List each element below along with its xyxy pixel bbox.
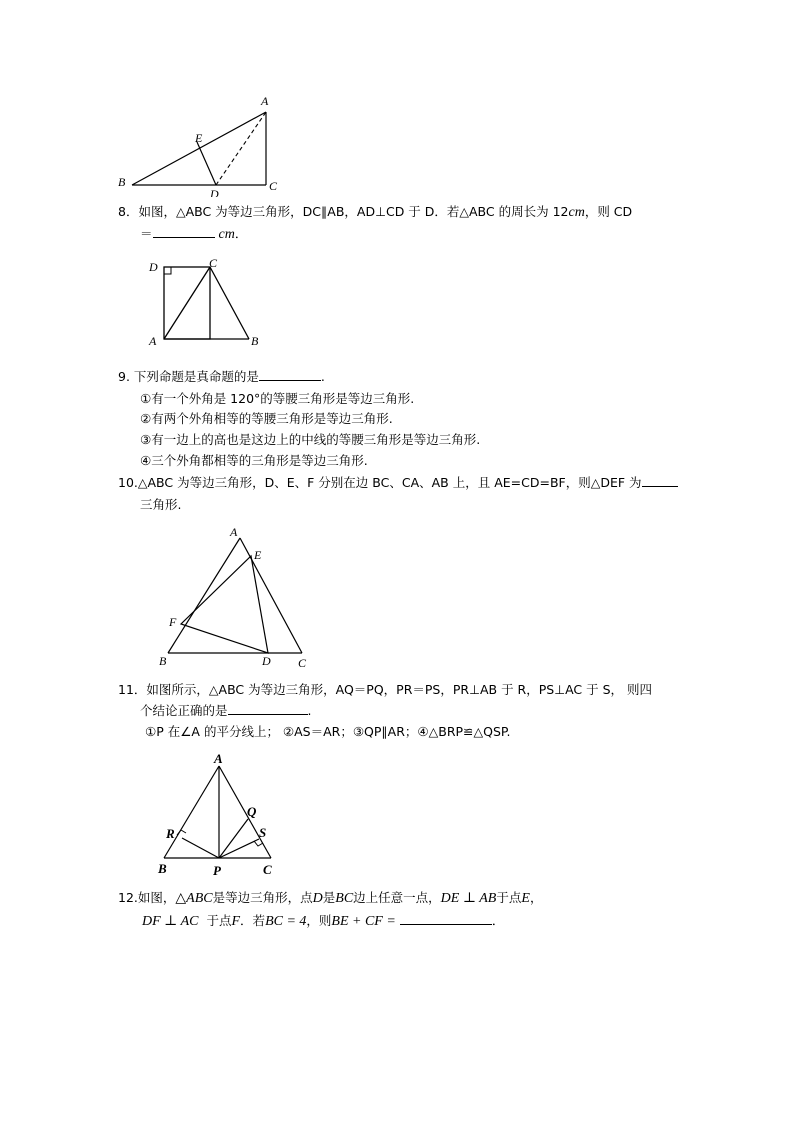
fig10-label-e: E [254,548,262,562]
figure-q7 [115,92,295,197]
fig11-label-a: A [214,751,223,766]
q8-line1: 8．如图，△ABC 为等边三角形，DC∥AB，AD⊥CD 于 D．若△ABC 的周长为 12cm，则 CD [118,204,633,220]
fig8-label-b: B [251,334,259,348]
fig7-label-c: C [269,179,278,193]
q9-option-1: ①有一个外角是 120°的等腰三角形是等边三角形. [140,391,415,406]
q8-answer-blank[interactable] [153,225,215,238]
fig11-label-r: R [166,826,175,841]
q11-line1: 11．如图所示，△ABC 为等边三角形，AQ＝PQ，PR＝PS，PR⊥AB 于 R，PS⊥AC 于 S， 则四 [118,682,653,697]
fig10-label-a: A [230,525,238,539]
fig8-label-d: D [149,260,158,274]
fig10-label-f: F [169,615,177,629]
fig11-label-s: S [259,825,267,840]
q9-answer-blank[interactable] [259,368,321,381]
q10-line2: 三角形. [140,497,182,512]
fig7-label-a: A [261,94,269,108]
fig8-label-c: C [209,256,218,270]
fig11-label-q: Q [247,804,257,819]
q11-line3: ①P 在∠A 的平分线上； ②AS＝AR；③QP∥AR；④△BRP≌△QSP. [145,724,511,739]
q11-answer-blank[interactable] [228,702,308,715]
q12-answer-blank[interactable] [400,912,492,925]
q9-option-3: ③有一边上的高也是这边上的中线的等腰三角形是等边三角形. [140,432,481,447]
q8-line2: ＝ cm． [140,226,248,242]
figure-q10 [150,522,325,672]
fig11-label-b: B [158,861,167,876]
q10-answer-blank[interactable] [642,474,678,487]
q9-option-2: ②有两个外角相等的等腰三角形是等边三角形. [140,411,393,426]
q11-line2: 个结论正确的是 . [140,703,312,718]
figure-q11 [150,750,285,880]
fig11-label-c: C [263,862,272,877]
q10-line1: 10.△ABC 为等边三角形，D、E、F 分别在边 BC、CA、AB 上，且 AE=CD=BF，则△DEF 为 [118,473,678,492]
fig7-label-b: B [118,175,126,189]
q12-line2: DF ⊥ AC 于点F．若BC = 4，则BE + CF = ． [142,913,505,929]
figure-q8 [145,255,270,350]
fig7-label-d: D [210,187,219,197]
fig10-label-b: B [159,654,167,668]
q12-line1: 12.如图，△ABC是等边三角形，点D是BC边上任意一点，DE ⊥ AB于点E， [118,890,543,906]
fig7-label-e: E [195,131,203,145]
fig10-label-d: D [262,654,271,668]
fig11-label-p: P [213,863,221,878]
fig10-label-c: C [298,656,307,670]
fig8-label-a: A [149,334,157,348]
q9-stem: 9. 下列命题是真命题的是 . [118,369,325,384]
q9-option-4: ④三个外角都相等的三角形是等边三角形. [140,453,368,468]
